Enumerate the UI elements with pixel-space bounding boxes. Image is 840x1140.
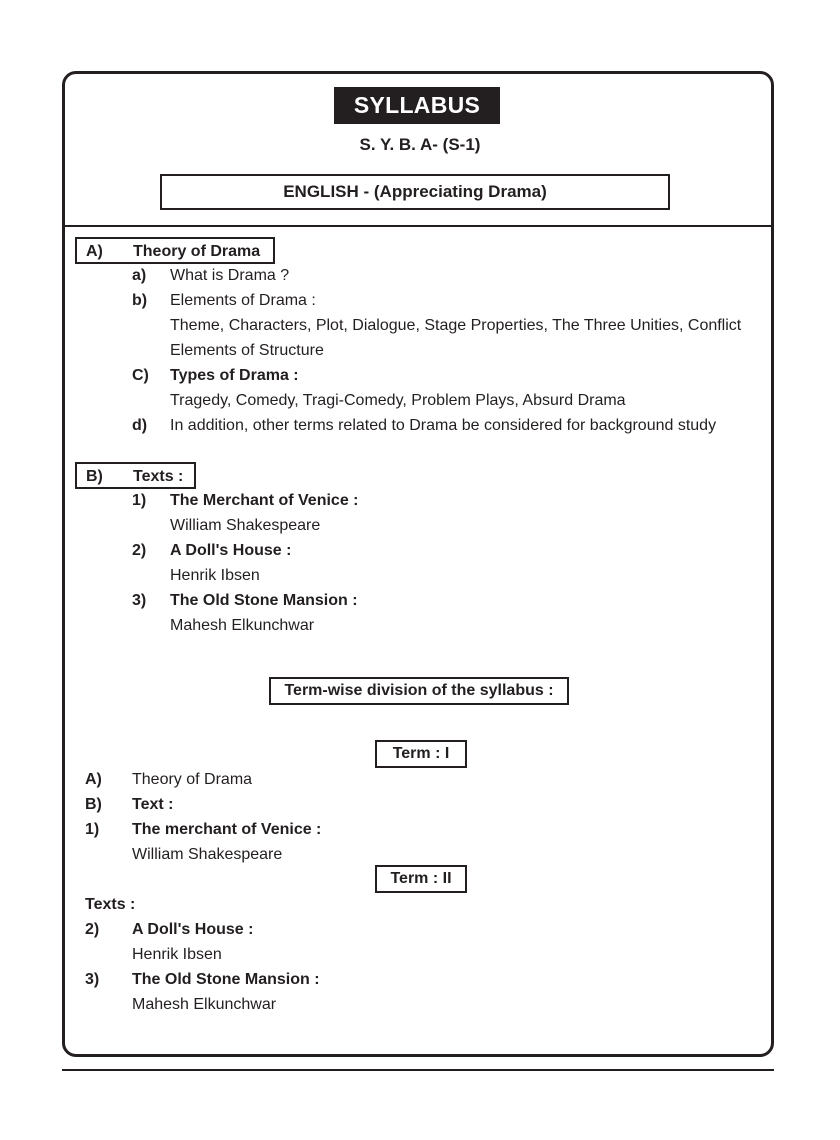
text-title: A Doll's House : <box>170 542 292 559</box>
item-title: What is Drama ? <box>170 267 290 284</box>
header-divider <box>65 225 771 227</box>
item-marker: d) <box>132 417 148 434</box>
item-marker: a) <box>132 267 147 284</box>
text-author: William Shakespeare <box>170 517 321 534</box>
division-heading: Term-wise division of the syllabus : <box>269 677 569 705</box>
term-1-topic: Theory of Drama <box>132 771 253 788</box>
section-b-marker: B) <box>86 468 103 485</box>
item-title: In addition, other terms related to Drama be considered for background study <box>170 417 717 434</box>
section-b-heading: Texts : <box>133 468 184 485</box>
page-title: SYLLABUS <box>334 87 500 124</box>
term-1-marker: 1) <box>85 821 100 838</box>
text-author: Mahesh Elkunchwar <box>170 617 315 634</box>
item-title: Types of Drama : <box>170 367 299 384</box>
section-a-heading: Theory of Drama <box>133 243 261 260</box>
term-1-marker: A) <box>85 771 102 788</box>
course-code: S. Y. B. A- (S-1) <box>359 135 481 154</box>
text-title: The Old Stone Mansion : <box>170 592 358 609</box>
term-1-marker: B) <box>85 796 102 813</box>
footer-rule <box>62 1069 774 1071</box>
item-detail: Theme, Characters, Plot, Dialogue, Stage Properties, The Three Unities, Conflict <box>170 317 742 334</box>
term-2-marker: 3) <box>85 971 100 988</box>
course-title: ENGLISH - (Appreciating Drama) <box>160 174 670 210</box>
term-1-text-title: The merchant of Venice : <box>132 821 322 838</box>
term-2-text-author: Henrik Ibsen <box>132 946 222 963</box>
item-detail: Elements of Structure <box>170 342 324 359</box>
term-1-topic: Text : <box>132 796 174 813</box>
section-a-marker: A) <box>86 243 103 260</box>
section-a-heading-box <box>75 237 275 264</box>
text-title: The Merchant of Venice : <box>170 492 359 509</box>
text-marker: 1) <box>132 492 147 509</box>
term-1-label: Term : I <box>375 740 467 768</box>
item-title: Elements of Drama : <box>170 292 316 309</box>
page-frame <box>62 71 774 1057</box>
term-2-label: Term : II <box>375 865 467 893</box>
text-author: Henrik Ibsen <box>170 567 260 584</box>
item-detail: Tragedy, Comedy, Tragi-Comedy, Problem Plays, Absurd Drama <box>170 392 626 409</box>
term-2-texts-label: Texts : <box>85 896 136 913</box>
item-marker: b) <box>132 292 148 309</box>
term-1-text-author: William Shakespeare <box>132 846 283 863</box>
section-b-heading-box <box>75 462 196 489</box>
item-marker: C) <box>132 367 149 384</box>
text-marker: 3) <box>132 592 147 609</box>
term-2-text-author: Mahesh Elkunchwar <box>132 996 277 1013</box>
text-marker: 2) <box>132 542 147 559</box>
term-2-marker: 2) <box>85 921 100 938</box>
term-2-text-title: The Old Stone Mansion : <box>132 971 320 988</box>
term-2-text-title: A Doll's House : <box>132 921 254 938</box>
